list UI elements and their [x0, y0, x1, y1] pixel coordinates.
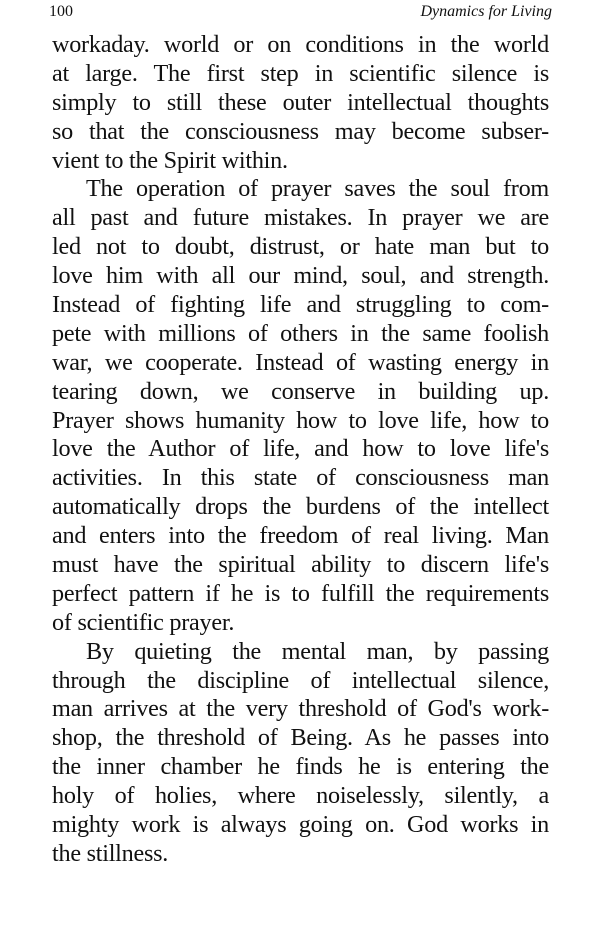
text-line: tearing down, we conserve in building up.	[52, 377, 549, 405]
text-line: By quieting the mental man, by passing	[86, 637, 549, 665]
text-line: Prayer shows humanity how to love life, how to	[52, 406, 549, 434]
text-line: automatically drops the burdens of the intellect	[52, 493, 549, 521]
text-line: The operation of prayer saves the soul from	[86, 175, 549, 203]
text-line: the inner chamber he finds he is entering the	[52, 753, 549, 781]
text-line: workaday. world or on conditions in the world	[52, 31, 549, 58]
running-title: Dynamics for Living	[420, 3, 552, 20]
text-line: must have the spiritual ability to discern life's	[52, 551, 549, 579]
text-line: at large. The first step in scientific silence is	[52, 59, 549, 87]
text-line: holy of holies, where noiselessly, silently, a	[52, 782, 549, 810]
paragraph-1	[52, 31, 549, 175]
text-line: activities. In this state of consciousness man	[52, 464, 549, 492]
text-line: vient to the Spirit within.	[52, 146, 288, 174]
body-text	[52, 31, 549, 869]
text-line: simply to still these outer intellectual thoughts	[52, 88, 549, 116]
page-header	[49, 3, 552, 25]
text-line: so that the consciousness may become subser-	[52, 117, 549, 145]
text-line: pete with millions of others in the same foolish	[52, 319, 549, 347]
text-line: and enters into the freedom of real living. Man	[52, 522, 549, 550]
page-number: 100	[49, 3, 73, 20]
text-line: mighty work is always going on. God works in	[52, 811, 549, 839]
text-line: the stillness.	[52, 839, 169, 867]
text-line: Instead of fighting life and struggling to com-	[52, 291, 549, 319]
text-line: through the discipline of intellectual silence,	[52, 666, 549, 694]
text-line: all past and future mistakes. In prayer we are	[52, 204, 549, 232]
text-line: perfect pattern if he is to fulfill the requirements	[52, 579, 549, 607]
text-line: love him with all our mind, soul, and strength.	[52, 262, 549, 290]
text-line: war, we cooperate. Instead of wasting energy in	[52, 348, 549, 376]
text-line: of scientific prayer.	[52, 608, 235, 636]
text-line: love the Author of life, and how to love life's	[52, 435, 549, 463]
paragraph-3	[52, 638, 549, 869]
text-line: led not to doubt, distrust, or hate man but to	[52, 233, 549, 261]
paragraph-2	[52, 175, 549, 637]
text-line: shop, the threshold of Being. As he passes into	[52, 724, 549, 752]
text-line: man arrives at the very threshold of God's work-	[52, 695, 549, 723]
